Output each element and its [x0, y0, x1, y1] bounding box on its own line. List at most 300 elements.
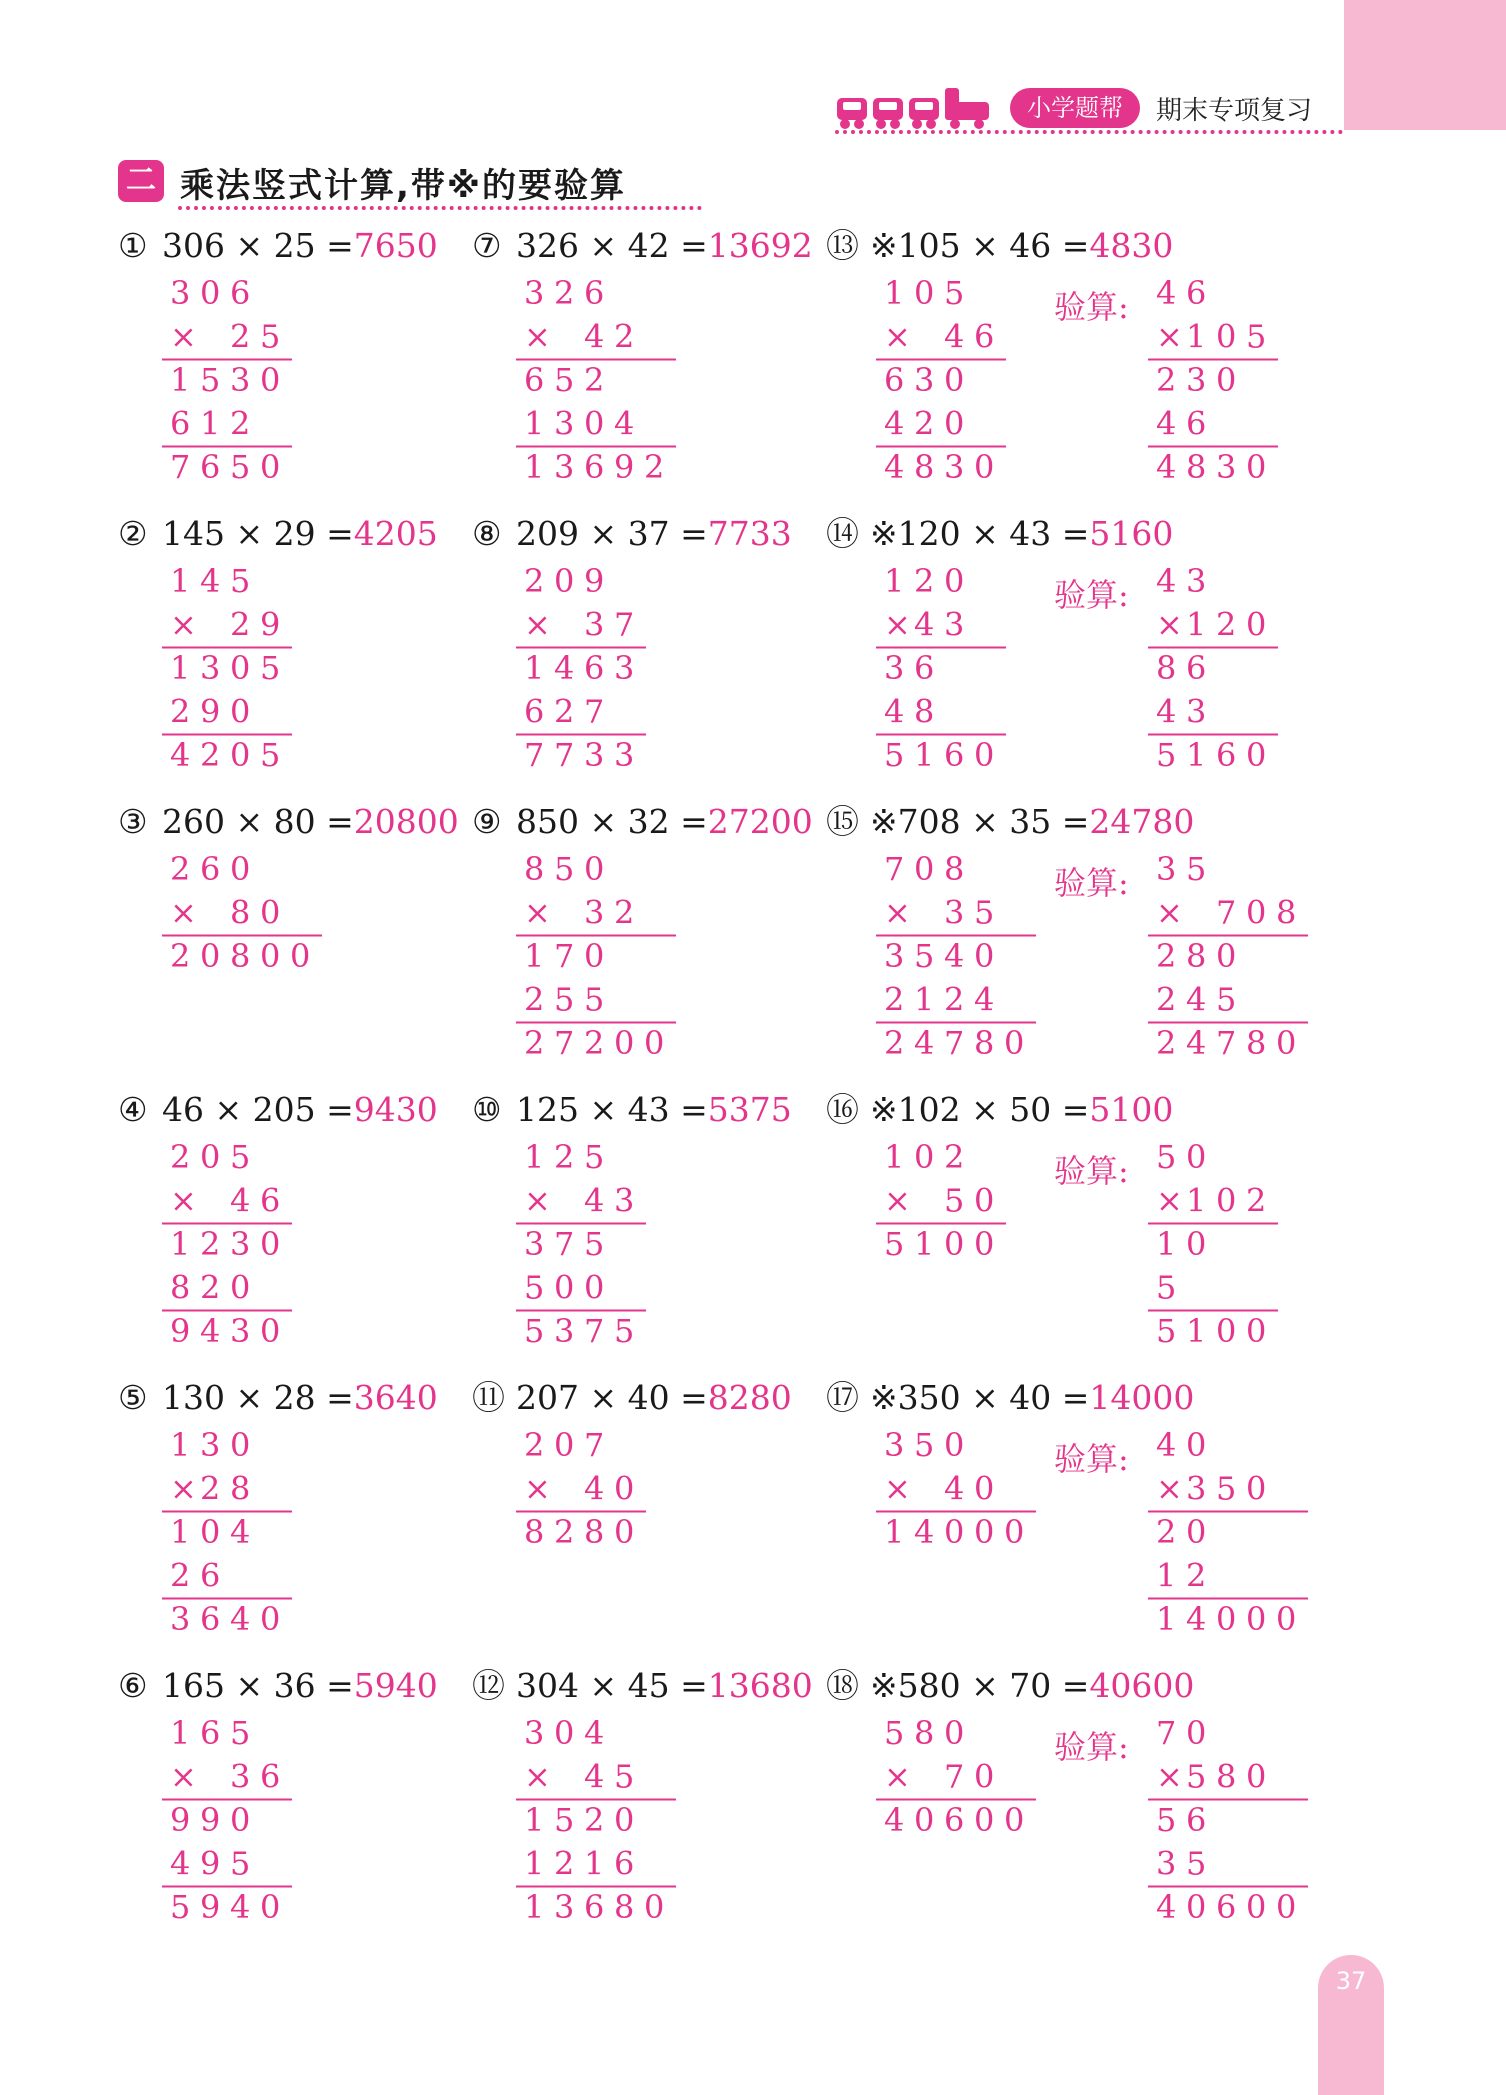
problems.15.work-digit: 1	[884, 1138, 905, 1176]
problems.0.work-digit: 3	[230, 361, 251, 399]
problems.13.work-digit: 4	[884, 692, 905, 731]
problems.3.work-digit: 0	[230, 1268, 251, 1307]
problems.9.work-digit: 3	[614, 1181, 635, 1220]
problem-answer: 40600	[1089, 1666, 1195, 1705]
problems.17.check-digit: 0	[1246, 1757, 1267, 1796]
problems.13.check-digit: 2	[1216, 605, 1237, 644]
problems.11.work-digit: 1	[524, 1888, 545, 1926]
problem-answer: 13692	[707, 226, 813, 265]
train-icon	[835, 84, 995, 132]
vertical-calculation	[118, 1088, 458, 1376]
problems.6.work-digit: 6	[524, 361, 545, 399]
problems.10.work-digit: 0	[614, 1513, 635, 1551]
problems.13.work-digit: 2	[914, 562, 935, 600]
problems.2.work-digit: 8	[230, 937, 251, 975]
problem-8	[472, 512, 812, 800]
problems.13.work-digit: 6	[914, 649, 935, 687]
problems.16.work-digit: 4	[944, 1469, 965, 1508]
problems.17.check-digit: 6	[1186, 1801, 1207, 1839]
problems.1.work-digit: 1	[170, 562, 191, 600]
problems.14.work-digit: 3	[884, 937, 905, 975]
problems.0.work-digit: 5	[230, 448, 251, 486]
problems.16.check-digit: 2	[1156, 1513, 1177, 1551]
problems.14.check-digit: 4	[1186, 1024, 1207, 1062]
problems.4.work-digit: 4	[230, 1513, 251, 1551]
problem-5	[118, 1376, 458, 1664]
problems.1.work-digit: ×	[170, 605, 197, 644]
check-label: 验算:	[1054, 864, 1129, 902]
vertical-calculation	[118, 224, 458, 512]
problem-answer: 9430	[353, 1090, 438, 1129]
problems.3.work-digit: 5	[230, 1138, 251, 1176]
problems.17.work-digit: 7	[944, 1757, 965, 1796]
problems.1.work-digit: 5	[260, 736, 281, 774]
problems.6.work-digit: 9	[614, 448, 635, 486]
problems.17.check-digit: 0	[1186, 1888, 1207, 1926]
problems.4.work-digit: 4	[230, 1600, 251, 1638]
problems.9.work-digit: 1	[524, 1138, 545, 1176]
problems.11.work-digit: 5	[554, 1801, 575, 1839]
problem-expression: ※105 × 46 =	[870, 226, 1090, 265]
problems.1.work-digit: 3	[200, 649, 221, 687]
problems.14.work-digit: 2	[944, 980, 965, 1019]
problem-number: ⑧	[472, 514, 502, 553]
problems.15.work-digit: 0	[944, 1225, 965, 1263]
problems.14.work-digit: 0	[1004, 1024, 1025, 1062]
problems.4.work-digit: 6	[200, 1600, 221, 1638]
problem-expression: 326 × 42 =	[516, 226, 708, 265]
problems.7.work-digit: 4	[554, 649, 575, 687]
problems.1.work-digit: 9	[260, 605, 281, 644]
header-divider	[835, 130, 1343, 134]
problem-answer: 7650	[353, 226, 438, 265]
problems.14.check-digit: 8	[1246, 1024, 1267, 1062]
problems.5.work-digit: 6	[200, 1714, 221, 1752]
problems.6.work-digit: 0	[584, 404, 605, 443]
problems.9.work-digit: 4	[584, 1181, 605, 1220]
problems.6.work-digit: 4	[614, 404, 635, 443]
problems.12.work-digit: 3	[914, 361, 935, 399]
problems.4.work-digit: 0	[200, 1513, 221, 1551]
problems.8.work-digit: 2	[524, 1024, 545, 1062]
problem-expression: 306 × 25 =	[162, 226, 354, 265]
problems.12.work-digit: 0	[914, 274, 935, 312]
problems.15.check-digit: ×	[1156, 1181, 1183, 1220]
problems.1.work-digit: 9	[200, 692, 221, 731]
problems.12.work-digit: 1	[884, 274, 905, 312]
problems.8.work-digit: 0	[644, 1024, 665, 1062]
problems.14.work-digit: 7	[944, 1024, 965, 1062]
problems.9.work-digit: 3	[554, 1312, 575, 1350]
problems.16.work-digit: ×	[884, 1469, 911, 1508]
problems.0.work-digit: 6	[170, 404, 191, 443]
problems.12.work-digit: 4	[884, 404, 905, 443]
problems.10.work-digit: 8	[524, 1513, 545, 1551]
problems.15.check-digit: 5	[1156, 1312, 1177, 1350]
problems.3.work-digit: 3	[230, 1225, 251, 1263]
problem-expression: 850 × 32 =	[516, 802, 708, 841]
problems.17.check-digit: 3	[1156, 1844, 1177, 1883]
problems.15.check-digit: 1	[1156, 1225, 1177, 1263]
problems.12.work-digit: 4	[884, 448, 905, 486]
problems.14.check-digit: 3	[1156, 850, 1177, 888]
check-label: 验算:	[1054, 1152, 1129, 1190]
problems.11.work-digit: 0	[554, 1714, 575, 1752]
header-title: 期末专项复习	[1156, 96, 1313, 126]
problem-expression: ※708 × 35 =	[870, 802, 1090, 841]
problems.7.work-digit: 7	[554, 736, 575, 774]
problems.3.work-digit: 2	[200, 1225, 221, 1263]
problem-number: ⑪	[472, 1378, 505, 1417]
problems.2.work-digit: 2	[170, 937, 191, 975]
check-label: 验算:	[1054, 1440, 1129, 1478]
check-label: 验算:	[1054, 288, 1129, 326]
problems.15.work-digit: 0	[914, 1138, 935, 1176]
problems.2.work-digit: 0	[290, 937, 311, 975]
problems.8.work-digit: 0	[584, 937, 605, 975]
problem-answer: 4205	[353, 514, 438, 553]
problem-number: ⑯	[826, 1090, 859, 1129]
problems.16.check-digit: 0	[1186, 1513, 1207, 1551]
problem-expression: 46 × 205 =	[162, 1090, 354, 1129]
problems.5.work-digit: 9	[200, 1801, 221, 1839]
problems.5.work-digit: 5	[230, 1714, 251, 1752]
problems.0.work-digit: ×	[170, 317, 197, 356]
problem-answer: 5160	[1089, 514, 1174, 553]
problems.14.check-digit: 4	[1186, 980, 1207, 1019]
problems.14.work-digit: 3	[944, 893, 965, 932]
problems.13.check-digit: 0	[1246, 605, 1267, 644]
problem-1	[118, 224, 458, 512]
problem-18	[826, 1664, 1297, 1952]
problem-number: ①	[118, 226, 148, 265]
problems.3.work-digit: 1	[170, 1225, 191, 1263]
problems.13.work-digit: 4	[914, 605, 935, 644]
vertical-calculation	[826, 1376, 1297, 1664]
problems.14.work-digit: 2	[884, 980, 905, 1019]
vertical-calculation	[472, 800, 812, 1088]
problems.14.work-digit: 4	[974, 980, 995, 1019]
problems.5.work-digit: 1	[170, 1714, 191, 1752]
problem-answer: 7733	[707, 514, 792, 553]
problems.14.check-digit: 7	[1216, 1024, 1237, 1062]
problems.17.work-digit: 4	[884, 1801, 905, 1839]
problems.1.work-digit: 0	[230, 736, 251, 774]
problems.12.work-digit: 6	[974, 317, 995, 356]
problems.16.check-digit: 0	[1246, 1469, 1267, 1508]
problems.15.check-digit: 0	[1216, 1181, 1237, 1220]
problems.13.check-digit: 5	[1156, 736, 1177, 774]
problems.7.work-digit: 3	[584, 736, 605, 774]
problems.4.work-digit: 1	[170, 1426, 191, 1464]
problem-answer: 4830	[1089, 226, 1174, 265]
problems.12.check-digit: 4	[1156, 448, 1177, 486]
problems.11.work-digit: 4	[584, 1757, 605, 1796]
problems.6.work-digit: 3	[554, 448, 575, 486]
problem-answer: 20800	[353, 802, 459, 841]
problems.13.work-digit: 0	[974, 736, 995, 774]
problems.8.work-digit: 1	[524, 937, 545, 975]
problem-answer: 5100	[1089, 1090, 1174, 1129]
problem-number: ⑤	[118, 1378, 148, 1417]
problems.10.work-digit: 2	[554, 1513, 575, 1551]
problems.10.work-digit: 2	[524, 1426, 545, 1464]
problems.13.work-digit: 0	[944, 562, 965, 600]
problem-16	[826, 1088, 1267, 1376]
problems.14.check-digit: 0	[1216, 937, 1237, 975]
problems.7.work-digit: ×	[524, 605, 551, 644]
problem-expression: 260 × 80 =	[162, 802, 354, 841]
vertical-calculation	[826, 224, 1267, 512]
problems.17.check-digit: 4	[1156, 1888, 1177, 1926]
problems.16.work-digit: 5	[914, 1426, 935, 1464]
problems.12.check-digit: 3	[1216, 448, 1237, 486]
problems.14.check-digit: 2	[1156, 980, 1177, 1019]
problem-number: ③	[118, 802, 148, 841]
problems.0.work-digit: 1	[170, 361, 191, 399]
problem-7	[472, 224, 812, 512]
problem-number: ⑦	[472, 226, 502, 265]
problems.8.work-digit: 7	[554, 937, 575, 975]
problems.5.work-digit: 9	[200, 1844, 221, 1883]
problems.14.check-digit: ×	[1156, 893, 1183, 932]
problems.1.work-digit: 2	[170, 692, 191, 731]
problems.17.work-digit: 6	[944, 1801, 965, 1839]
problems.6.work-digit: 2	[584, 361, 605, 399]
problems.15.check-digit: 0	[1186, 1138, 1207, 1176]
problem-number: ⑨	[472, 802, 502, 841]
problems.6.work-digit: 2	[614, 317, 635, 356]
problems.11.work-digit: 6	[584, 1888, 605, 1926]
problems.16.work-digit: 0	[1004, 1513, 1025, 1551]
problems.8.work-digit: 7	[554, 1024, 575, 1062]
problems.6.work-digit: 5	[554, 361, 575, 399]
problems.14.work-digit: 4	[914, 1024, 935, 1062]
problems.3.work-digit: 2	[170, 1138, 191, 1176]
vertical-calculation	[826, 1088, 1267, 1376]
problems.8.work-digit: 8	[524, 850, 545, 888]
problems.0.work-digit: 5	[200, 361, 221, 399]
problems.14.check-digit: 8	[1276, 893, 1297, 932]
problem-expression: ※350 × 40 =	[870, 1378, 1090, 1417]
problems.3.work-digit: 9	[170, 1312, 191, 1350]
problems.14.work-digit: 7	[884, 850, 905, 888]
problems.4.work-digit: 2	[200, 1469, 221, 1508]
problems.2.work-digit: 6	[200, 850, 221, 888]
problems.12.check-digit: ×	[1156, 317, 1183, 356]
problems.14.work-digit: 2	[884, 1024, 905, 1062]
problems.16.work-digit: 1	[884, 1513, 905, 1551]
problems.1.work-digit: 5	[230, 562, 251, 600]
problems.13.work-digit: 3	[944, 605, 965, 644]
problems.1.work-digit: 4	[200, 562, 221, 600]
problems.6.work-digit: 1	[524, 448, 545, 486]
problems.13.check-digit: 3	[1186, 562, 1207, 600]
problems.7.work-digit: 6	[584, 649, 605, 687]
problems.14.work-digit: 5	[974, 893, 995, 932]
problems.12.check-digit: 6	[1186, 274, 1207, 312]
problem-expression: 165 × 36 =	[162, 1666, 354, 1705]
problems.10.work-digit: 4	[584, 1469, 605, 1508]
problem-expression: 209 × 37 =	[516, 514, 708, 553]
problems.3.work-digit: 4	[230, 1181, 251, 1220]
problems.14.work-digit: 0	[974, 937, 995, 975]
problems.0.work-digit: 0	[200, 274, 221, 312]
problems.12.check-digit: 0	[1216, 361, 1237, 399]
problems.7.work-digit: 0	[554, 562, 575, 600]
problems.12.check-digit: 4	[1156, 404, 1177, 443]
problems.15.check-digit: 1	[1186, 1181, 1207, 1220]
problem-answer: 27200	[707, 802, 813, 841]
problems.14.work-digit: 0	[914, 850, 935, 888]
vertical-calculation	[472, 512, 812, 800]
problem-number: ⑰	[826, 1378, 859, 1417]
check-label: 验算:	[1054, 1728, 1129, 1766]
problems.14.work-digit: 1	[914, 980, 935, 1019]
problems.11.work-digit: 0	[614, 1801, 635, 1839]
problems.15.work-digit: 1	[914, 1225, 935, 1263]
problems.9.work-digit: 7	[584, 1312, 605, 1350]
problems.3.work-digit: 3	[230, 1312, 251, 1350]
problems.5.work-digit: 5	[170, 1888, 191, 1926]
problems.2.work-digit: ×	[170, 893, 197, 932]
problems.11.work-digit: 0	[644, 1888, 665, 1926]
problem-number: ⑮	[826, 802, 859, 841]
problems.4.work-digit: 0	[230, 1426, 251, 1464]
problem-expression: ※102 × 50 =	[870, 1090, 1090, 1129]
problems.8.work-digit: 5	[584, 980, 605, 1019]
problems.5.work-digit: 9	[200, 1888, 221, 1926]
problems.4.work-digit: 8	[230, 1469, 251, 1508]
problems.16.check-digit: 4	[1156, 1426, 1177, 1464]
problems.4.work-digit: 6	[200, 1556, 221, 1595]
problems.12.work-digit: 4	[944, 317, 965, 356]
problems.7.work-digit: 2	[554, 692, 575, 731]
problems.16.check-digit: 4	[1186, 1600, 1207, 1638]
problems.5.work-digit: 0	[230, 1801, 251, 1839]
problems.16.work-digit: 0	[974, 1469, 995, 1508]
problem-number: ②	[118, 514, 148, 553]
problem-15	[826, 800, 1297, 1088]
problems.3.work-digit: 0	[260, 1225, 281, 1263]
problems.6.work-digit: 2	[554, 274, 575, 312]
problems.13.work-digit: 3	[884, 649, 905, 687]
problems.15.work-digit: 5	[944, 1181, 965, 1220]
problem-10	[472, 1088, 812, 1376]
problems.12.check-digit: 0	[1216, 317, 1237, 356]
problems.17.check-digit: 0	[1186, 1714, 1207, 1752]
problems.15.check-digit: 0	[1216, 1312, 1237, 1350]
vertical-calculation	[826, 800, 1297, 1088]
problems.16.check-digit: 0	[1216, 1600, 1237, 1638]
problems.11.work-digit: 3	[524, 1714, 545, 1752]
vertical-calculation	[118, 800, 458, 1088]
problem-number: ⑥	[118, 1666, 148, 1705]
problem-number: ⑭	[826, 514, 859, 553]
problems.16.check-digit: 2	[1186, 1556, 1207, 1595]
problems.14.check-digit: 0	[1246, 893, 1267, 932]
problem-17	[826, 1376, 1297, 1664]
problem-13	[826, 224, 1267, 512]
problems.9.work-digit: 7	[554, 1225, 575, 1263]
problems.3.work-digit: 6	[260, 1181, 281, 1220]
problem-answer: 5940	[353, 1666, 438, 1705]
problems.0.work-digit: 7	[170, 448, 191, 486]
problems.13.work-digit: 5	[884, 736, 905, 774]
problems.4.work-digit: 0	[260, 1600, 281, 1638]
problems.6.work-digit: 3	[524, 274, 545, 312]
problems.7.work-digit: 3	[584, 605, 605, 644]
problems.10.work-digit: 7	[584, 1426, 605, 1464]
problems.9.work-digit: 5	[584, 1225, 605, 1263]
problems.14.check-digit: 8	[1186, 937, 1207, 975]
problems.15.check-digit: 5	[1156, 1138, 1177, 1176]
problems.17.work-digit: ×	[884, 1757, 911, 1796]
problems.2.work-digit: 0	[230, 850, 251, 888]
problems.10.work-digit: 8	[584, 1513, 605, 1551]
problem-14	[826, 512, 1267, 800]
problems.16.check-digit: ×	[1156, 1469, 1183, 1508]
problems.17.check-digit: 5	[1186, 1844, 1207, 1883]
problems.6.work-digit: 2	[644, 448, 665, 486]
problem-expression: 130 × 28 =	[162, 1378, 354, 1417]
problems.8.work-digit: 2	[524, 980, 545, 1019]
problems.9.work-digit: 2	[554, 1138, 575, 1176]
problems.9.work-digit: ×	[524, 1181, 551, 1220]
problems.8.work-digit: 0	[614, 1024, 635, 1062]
problems.8.work-digit: 2	[584, 1024, 605, 1062]
problems.13.work-digit: 1	[884, 562, 905, 600]
problem-4	[118, 1088, 458, 1376]
badge-label: 小学题帮	[1010, 88, 1140, 128]
problems.14.check-digit: 2	[1156, 1024, 1177, 1062]
problems.13.work-digit: 8	[914, 692, 935, 731]
problems.5.work-digit: ×	[170, 1757, 197, 1796]
problems.16.check-digit: 0	[1246, 1600, 1267, 1638]
problems.9.work-digit: 5	[524, 1312, 545, 1350]
problems.4.work-digit: 3	[200, 1426, 221, 1464]
problems.0.work-digit: 0	[260, 448, 281, 486]
problems.3.work-digit: 8	[170, 1268, 191, 1307]
problems.17.work-digit: 0	[974, 1757, 995, 1796]
problems.0.work-digit: 2	[230, 404, 251, 443]
problem-expression: 145 × 29 =	[162, 514, 354, 553]
problems.14.work-digit: ×	[884, 893, 911, 932]
problems.16.check-digit: 5	[1216, 1469, 1237, 1508]
problems.7.work-digit: 7	[584, 692, 605, 731]
problems.15.work-digit: 0	[974, 1181, 995, 1220]
problems.16.check-digit: 0	[1276, 1600, 1297, 1638]
problems.7.work-digit: 1	[524, 649, 545, 687]
problems.11.work-digit: 1	[524, 1801, 545, 1839]
problems.12.check-digit: 1	[1186, 317, 1207, 356]
problems.8.work-digit: 3	[584, 893, 605, 932]
problems.0.work-digit: 1	[200, 404, 221, 443]
problems.0.work-digit: 5	[260, 317, 281, 356]
problems.16.check-digit: 1	[1156, 1556, 1177, 1595]
problems.16.work-digit: 4	[914, 1513, 935, 1551]
problems.14.work-digit: 8	[974, 1024, 995, 1062]
problems.13.check-digit: 4	[1156, 692, 1177, 731]
problems.6.work-digit: 4	[584, 317, 605, 356]
problem-3	[118, 800, 458, 1088]
problems.0.work-digit: 0	[260, 361, 281, 399]
problems.14.check-digit: 0	[1276, 1024, 1297, 1062]
problem-answer: 13680	[707, 1666, 813, 1705]
problem-12	[472, 1664, 812, 1952]
problems.4.work-digit: ×	[170, 1469, 197, 1508]
problems.17.check-digit: 7	[1156, 1714, 1177, 1752]
